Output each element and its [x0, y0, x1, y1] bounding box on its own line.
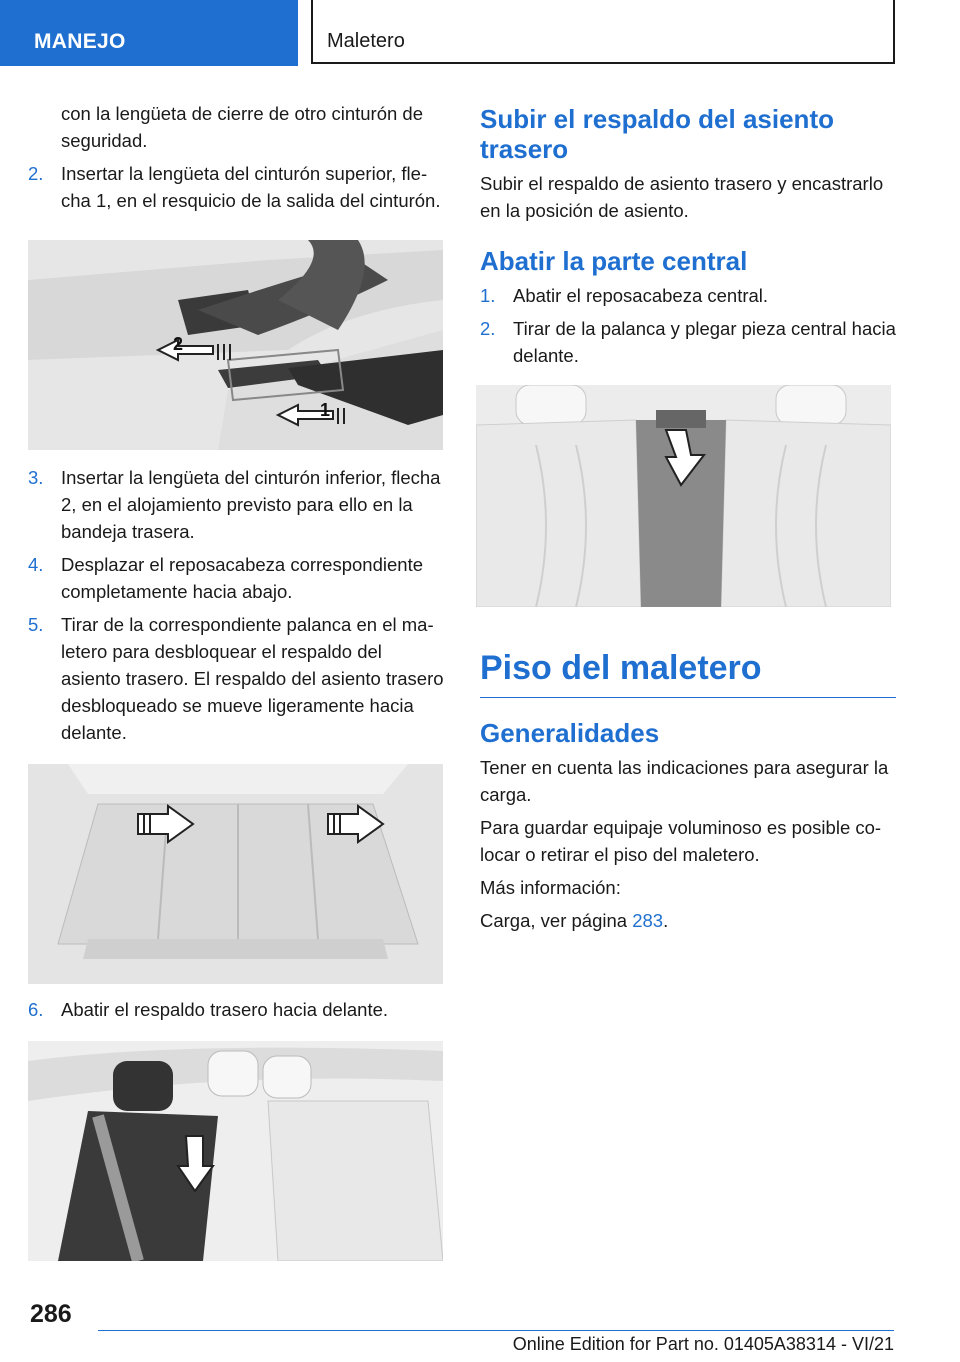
step-item	[28, 464, 446, 545]
step-item	[28, 996, 446, 1023]
chapter-title: Maletero	[311, 0, 895, 64]
heading-raise-backrest: Subir el respaldo del asiento trasero	[480, 104, 834, 164]
step-number: 2.	[480, 318, 496, 339]
step-text: Tirar de la correspondiente palanca en el maletero para desbloquear el respaldo del asiento trasero. El respaldo del asiento trasero desbloqueado se mueve ligeramente hacia delante.	[61, 614, 444, 743]
page-link-283[interactable]: 283	[632, 910, 664, 931]
step-number: 2.	[28, 163, 44, 184]
more-info-label: Más información:	[480, 877, 621, 898]
cargo-reference-end: .	[663, 910, 669, 931]
general-text-1: Tener en cuenta las indicaciones para asegurar la carga.	[480, 757, 889, 805]
step-number: 6.	[28, 999, 44, 1020]
arrow-label-2: 2	[173, 334, 184, 354]
step-text: Tirar de la palanca y plegar pieza central hacia delante.	[513, 318, 896, 366]
step-number: 5.	[28, 614, 44, 635]
left-column	[28, 100, 446, 1261]
heading-fold-center: Abatir la parte central	[480, 246, 748, 276]
step-item	[28, 160, 446, 214]
right-column	[480, 100, 896, 940]
intro-text: con la lengüeta de cierre de otro cinturón de seguridad.	[61, 103, 424, 151]
step-item	[480, 282, 896, 309]
trunk-release-figure	[28, 764, 443, 984]
raise-backrest-text: Subir el respaldo de asiento trasero y encastrarlo en la posición de asiento.	[480, 173, 884, 221]
step-text: Insertar la lengüeta del cinturón superior, flecha 1, en el resquicio de la salida del cinturón.	[61, 163, 441, 211]
heading-trunk-floor: Piso del maletero	[480, 645, 896, 698]
general-text-2: Para guardar equipaje voluminoso es posible colocar o retirar el piso del maletero.	[480, 817, 882, 865]
footer-divider	[98, 1330, 894, 1331]
section-tab: MANEJO	[0, 0, 298, 66]
step-item	[28, 551, 446, 605]
step-item	[480, 315, 896, 369]
step-text: Abatir el respaldo trasero hacia delante.	[61, 999, 389, 1020]
cargo-reference-text: Carga, ver página	[480, 910, 633, 931]
center-fold-figure	[476, 385, 891, 607]
heading-general: Generalidades	[480, 718, 660, 748]
cargo-reference	[480, 907, 896, 934]
step-text: Abatir el reposacabeza central.	[513, 285, 769, 306]
step-number: 1.	[480, 285, 496, 306]
seatbelt-figure	[28, 240, 443, 450]
page-number: 286	[30, 1300, 72, 1328]
arrow-label-1: 1	[320, 400, 331, 420]
seatback-fold-figure	[28, 1041, 443, 1261]
footer-edition: Online Edition for Part no. 01405A38314 - VI/21	[512, 1334, 894, 1354]
step-item	[28, 611, 446, 746]
step-text: Insertar la lengüeta del cinturón inferior, flecha 2, en el alojamiento previsto para ello en la bandeja trasera.	[61, 467, 441, 542]
step-text: Desplazar el reposacabeza correspondiente completamente hacia abajo.	[61, 554, 423, 602]
step-number: 4.	[28, 554, 44, 575]
step-number: 3.	[28, 467, 44, 488]
